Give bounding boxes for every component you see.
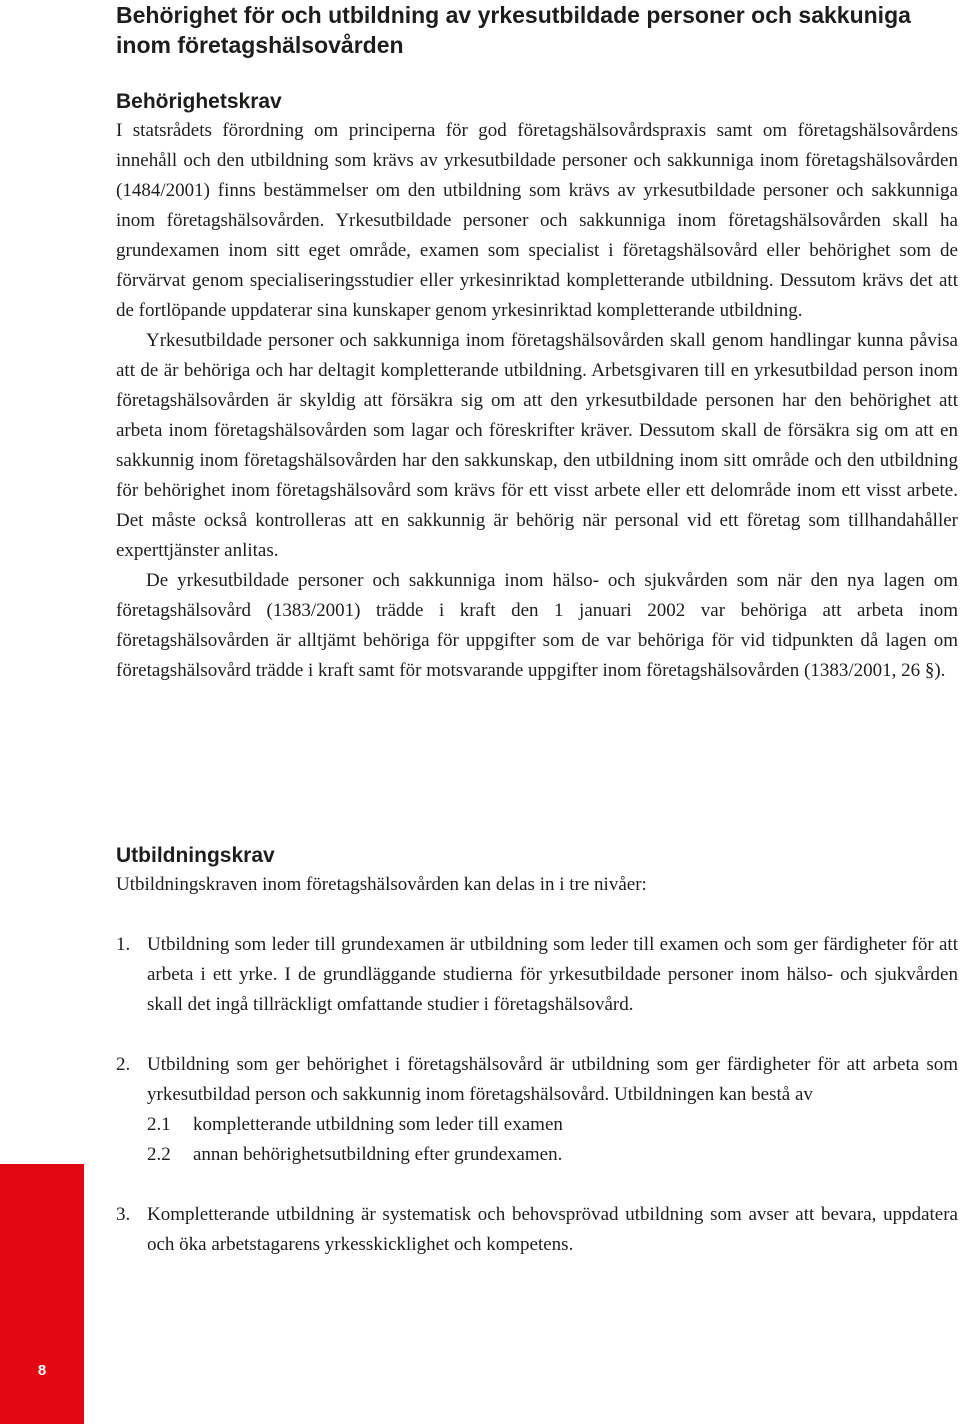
- section-heading: Behörighetskrav: [116, 90, 282, 113]
- list-item-number: 2.: [116, 1054, 131, 1075]
- sub-list-item: [147, 1140, 958, 1170]
- list-item-number: 3.: [116, 1204, 131, 1225]
- list-item-text: Kompletterande utbildning är systematisk och behovsprövad utbildning som avser att bevara, uppdatera och öka arbetstagarens yrkesskicklighet och kompetens.: [147, 1204, 958, 1255]
- body-paragraph: Yrkesutbildade personer och sakkunniga inom företagshälsovården skall genom handlingar kunna påvisa att de är behöriga och har deltagit kompletterande utbildning. Arbetsgivaren till en yrkesutbildad person inom företagshälsovården är skyldig att försäkra sig om att den yrkesutbildade personen har den behörighet att arbeta inom företagshälsovården som lagar och föreskrifter kräver. Dessutom skall de försäkra sig om att en sakkunnig inom företagshälsovården har den sakkunskap, den utbildning inom sitt område och den utbildning för behörighet inom företagshälsovård som krävs för ett visst arbete eller ett delområde inom ett visst arbete. Det måste också kontrolleras att en sakkunnig är behörig när personal vid ett företag som tillhandahåller experttjänster anlitas.: [116, 330, 958, 561]
- education-levels-list: [116, 930, 958, 1260]
- sub-list-item: [147, 1110, 958, 1140]
- intro-text: Utbildningskraven inom företagshälsovården kan delas in i tre nivåer:: [116, 874, 647, 895]
- chapter-title: Behörighet för och utbildning av yrkesutbildade personer och sakkuniga inom företagshälsovården: [116, 2, 911, 58]
- body-paragraph: I statsrådets förordning om principerna för god företagshälsovårdspraxis samt om företagshälsovårdens innehåll och den utbildning som krävs av yrkesutbildade personer och sakkunniga inom företagshälsovården (1484/2001) finns bestämmelser om den utbildning som krävs av yrkesutbildade personer och sakkunniga inom företagshälsovården. Yrkesutbildade personer och sakkunniga inom företagshälsovården skall ha grundexamen inom sitt eget område, examen som specialist i företagshälsovård eller behörighet som de förvärvat genom specialiseringsstudier eller yrkesinriktad kompletterande utbildning. Dessutom krävs det att de fortlöpande uppdaterar sina kunskaper genom yrkesinriktad kompletterande utbildning.: [116, 120, 958, 321]
- sub-list-item-number: 2.1: [147, 1114, 171, 1135]
- section-heading: Utbildningskrav: [116, 844, 275, 867]
- sub-list-item-number: 2.2: [147, 1144, 171, 1165]
- page-accent-bar: [0, 1164, 84, 1424]
- body-paragraph: De yrkesutbildade personer och sakkunniga inom hälso- och sjukvården som när den nya lagen om företagshälsovård (1383/2001) trädde i kraft den 1 januari 2002 var behöriga att arbeta inom företagshälsovården är alltjämt behöriga för uppgifter som de var behöriga för vid tidpunkten då lagen om företagshälsovård trädde i kraft samt för motsvarande uppgifter inom företagshälsovården (1383/2001, 26 §).: [116, 570, 958, 681]
- list-item-text: Utbildning som leder till grundexamen är utbildning som leder till examen och som ger färdigheter för att arbeta i ett yrke. I de grundläggande studierna för yrkesutbildade personer inom hälso- och sjukvården skall det ingå tillräckligt omfattande studier i företagshälsovård.: [147, 934, 958, 1015]
- section-utbildningskrav: [116, 842, 958, 1260]
- section-behorighetskrav: [116, 88, 958, 686]
- sub-list-item-text: kompletterande utbildning som leder till examen: [193, 1114, 563, 1135]
- list-item-number: 1.: [116, 934, 131, 955]
- list-item: [116, 1200, 958, 1260]
- sub-list-item-text: annan behörighetsutbildning efter grundexamen.: [193, 1144, 563, 1165]
- page-number: 8: [37, 1362, 47, 1379]
- list-item-text: Utbildning som ger behörighet i företagshälsovård är utbildning som ger färdigheter för att arbeta som yrkesutbildad person och sakkunnig inom företagshälsovård. Utbildningen kan bestå av: [147, 1054, 958, 1105]
- list-item: [116, 930, 958, 1020]
- list-item: [116, 1050, 958, 1170]
